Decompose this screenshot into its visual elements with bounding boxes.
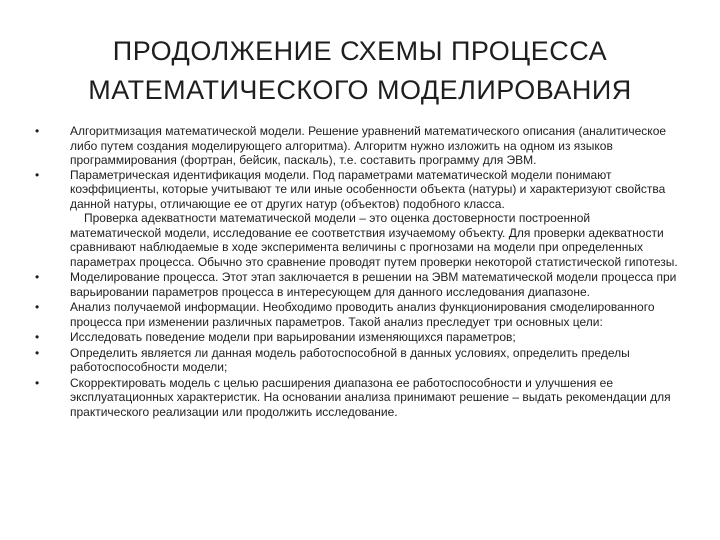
list-item: • Определить является ли данная модель работоспособной в данных условиях, определить пределы работоспособности модели;: [30, 346, 684, 375]
list-item: • Моделирование процесса. Этот этап заключается в решении на ЭВМ математической модели процесса при варьировании параметров процесса в интересующем для данного исследования диапазоне.: [30, 270, 684, 299]
title-line-2: МАТЕМАТИЧЕСКОГО МОДЕЛИРОВАНИЯ: [88, 75, 632, 105]
list-item: • Анализ получаемой информации. Необходимо проводить анализ функционирования смоделированного процесса при изменении различных параметров. Такой анализ преследует три основных цели:: [30, 300, 684, 329]
bullet-list: [30, 124, 684, 419]
slide-title: [40, 32, 680, 110]
list-item: • Алгоритмизация математической модели. Решение уравнений математического описания (аналитическое либо путем создания моделирующего алгоритма). Алгоритм нужно изложить на одном из языков программирования (фортран, бейсик, паскаль), т.е. составить программу для ЭВМ.: [30, 124, 684, 168]
list-item: • Скорректировать модель с целью расширения диапазона ее работоспособности и улучшения ее эксплуатационных характеристик. На основании анализа принимают решение – выдать рекомендации для практического реализации или продолжить исследование.: [30, 376, 684, 420]
list-item: • Параметрическая идентификация модели. Под параметрами математической модели понимают коэффициенты, которые учитывают те или иные особенности объекта (натуры) и характеризуют свойства данной натуры, отличающие ее от других натур (объектов) подобного класса.: [30, 168, 684, 212]
title-line-1: ПРОДОЛЖЕНИЕ СХЕМЫ ПРОЦЕССА: [112, 36, 608, 66]
list-item: • Исследовать поведение модели при варьировании изменяющихся параметров;: [30, 330, 684, 345]
list-item: Проверка адекватности математической модели – это оценка достоверности построенной математической модели, исследование ее соответствия изучаемому объекту. Для проверки адекватности сравнивают наблюдаемые в ходе эксперимента величины с прогнозами на модели при определенных параметрах процесса. Обычно это сравнение проводят путем проверки некоторой статистической гипотезы.: [70, 211, 678, 269]
